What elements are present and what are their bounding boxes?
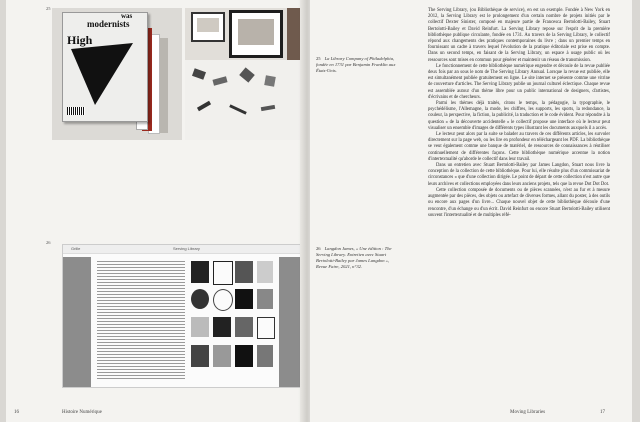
right-page — [310, 0, 632, 422]
cover-title-was: was — [121, 12, 133, 20]
figure-bottom-number: 26 — [46, 240, 51, 245]
figure-top-caption: 25 La Library Company of Philadelphia, fondée en 1731 par Benjamin Franklin aux États-Unis. — [316, 56, 396, 73]
right-running-head: Moving Libraries — [510, 410, 546, 415]
left-running-head: Histoire Numérique — [62, 410, 102, 415]
right-folio: 17 — [600, 410, 605, 415]
barcode — [67, 107, 85, 115]
paragraph-6: Cette collection composée de documents ou de pièces scannées, n'est au fur et à mesure augmentée par des pièces, des objets ou artefact de diverses formes, allant du poster, à des outils ou encore aux pages d'un livre... Chaque nouvel objet de cette bibliothèque découle d'une rencontre, d'un échange ou d'un écrit. David Reinfurt ou encore Stuart Bertolotti-Bailey utilisent souvent l'intertextualité et de multiples réfé- — [428, 187, 610, 218]
screen-title: Serving Library — [173, 246, 200, 251]
library-wall-photo — [185, 8, 305, 140]
left-page — [6, 0, 306, 422]
body-text — [428, 8, 610, 219]
left-folio: 16 — [14, 410, 19, 415]
paragraph-1: The Serving Library, (ou Bibliothèque de service), en est un exemple. Fondée à New York en 2012, la Serving Library est le prolongement d'un certain nombre de projets initiés par le collectif Dexter Sinister, composé en majeure partie de Francesca Bertolotti-Bailey, Stuart Bertolotti-Bailey et David Reinfurt. La Serving Library repose sur l'esprit de la première bibliothèque publique circulante, fondée en 1731. Au travers de la Serving Library, le collectif répond aux changements des pratiques contemporaines du livre ; dans un premier temps en fournissant un cadre à travers lequel l'évolution de la pratique éditoriale est prise en compte. Dans un second temps, en faisant de la Serving Library, un espace à usage public où les ressources sont mises en commun pour générer et maintenir un réseau de transmission. — [428, 8, 610, 63]
screen-text-column — [97, 261, 185, 381]
screen-tab-label: Grille — [71, 246, 81, 251]
paragraph-5: Dans un entretien avec Stuart Bertolotti-Bailey par James Langdon, Stuart nous livre la conception de la collection de cette bibliothèque. Pour lui, elle résulte plus d'un commissariat de circonstances « que d'une collection dirigée. Le point de départ de cette collection n'est autre que leurs archives et collections employées dans leurs anciens projets, tels que la revue Dot Dot Dot. — [428, 163, 610, 187]
paragraph-3: Parmi les thèmes déjà traités, citons le temps, la pédagogie, la typographie, le psychédélisme, l'Allemagne, la mode, les chiffres, les supports, les sports, la redondance, la couleur, la perspective, la fiction, la publicité, la traduction et le code évident. Pour répondre à la question « de la découverte accidentelle » le collectif propose une interface où le lecteur peut visualiser un ensemble d'images de différents types illustrant les documents auxquels il a accès. — [428, 101, 610, 131]
figure-bottom-caption: 26 Langdon James, « Une édition : The Serving Library. Entretien avec Stuart Bertolotti-Bailey par James Langdon », Revue Faire, 2021, n°32. — [316, 246, 392, 269]
books-stack-photo — [52, 8, 182, 140]
cover-title-modernists: modernists — [87, 19, 130, 29]
paragraph-2: Le fonctionnement de cette bibliothèque numérique engendre et découle de la revue publiée deux fois par an sous le nom de The Serving Library Annual. Lorsque la revue est publiée, elle est simultanément publiée gratuitement en ligne. Le site internet se présente comme une vitrine de couverture d'articles. The Serving Library publie un journal culturel éclectique. Chaque revue est assemblée autour d'un thème libre pour un public international de designers, d'artistes, d'écrivains et de chercheurs. — [428, 63, 610, 100]
cover-title-high: High — [67, 33, 93, 47]
figure-top-number: 25 — [46, 6, 51, 11]
paragraph-4: Le lecteur peut alors par la suite se balader au travers de ces différents articles, les survoler directement sur la page web, ou les lire en profondeur en téléchargeant les PDF. La bibliothèque se veut également comme une banque de matériel, de ressources de connaissances à réutiliser continuellement de différentes façons. Cette bibliothèque numérique accentue la notion d'intertextualité qu'aborde le collectif dans leur travail. — [428, 132, 610, 162]
screen-image-grid — [191, 261, 275, 381]
website-screenshot — [62, 244, 306, 388]
cover-triangle-graphic — [63, 13, 147, 121]
